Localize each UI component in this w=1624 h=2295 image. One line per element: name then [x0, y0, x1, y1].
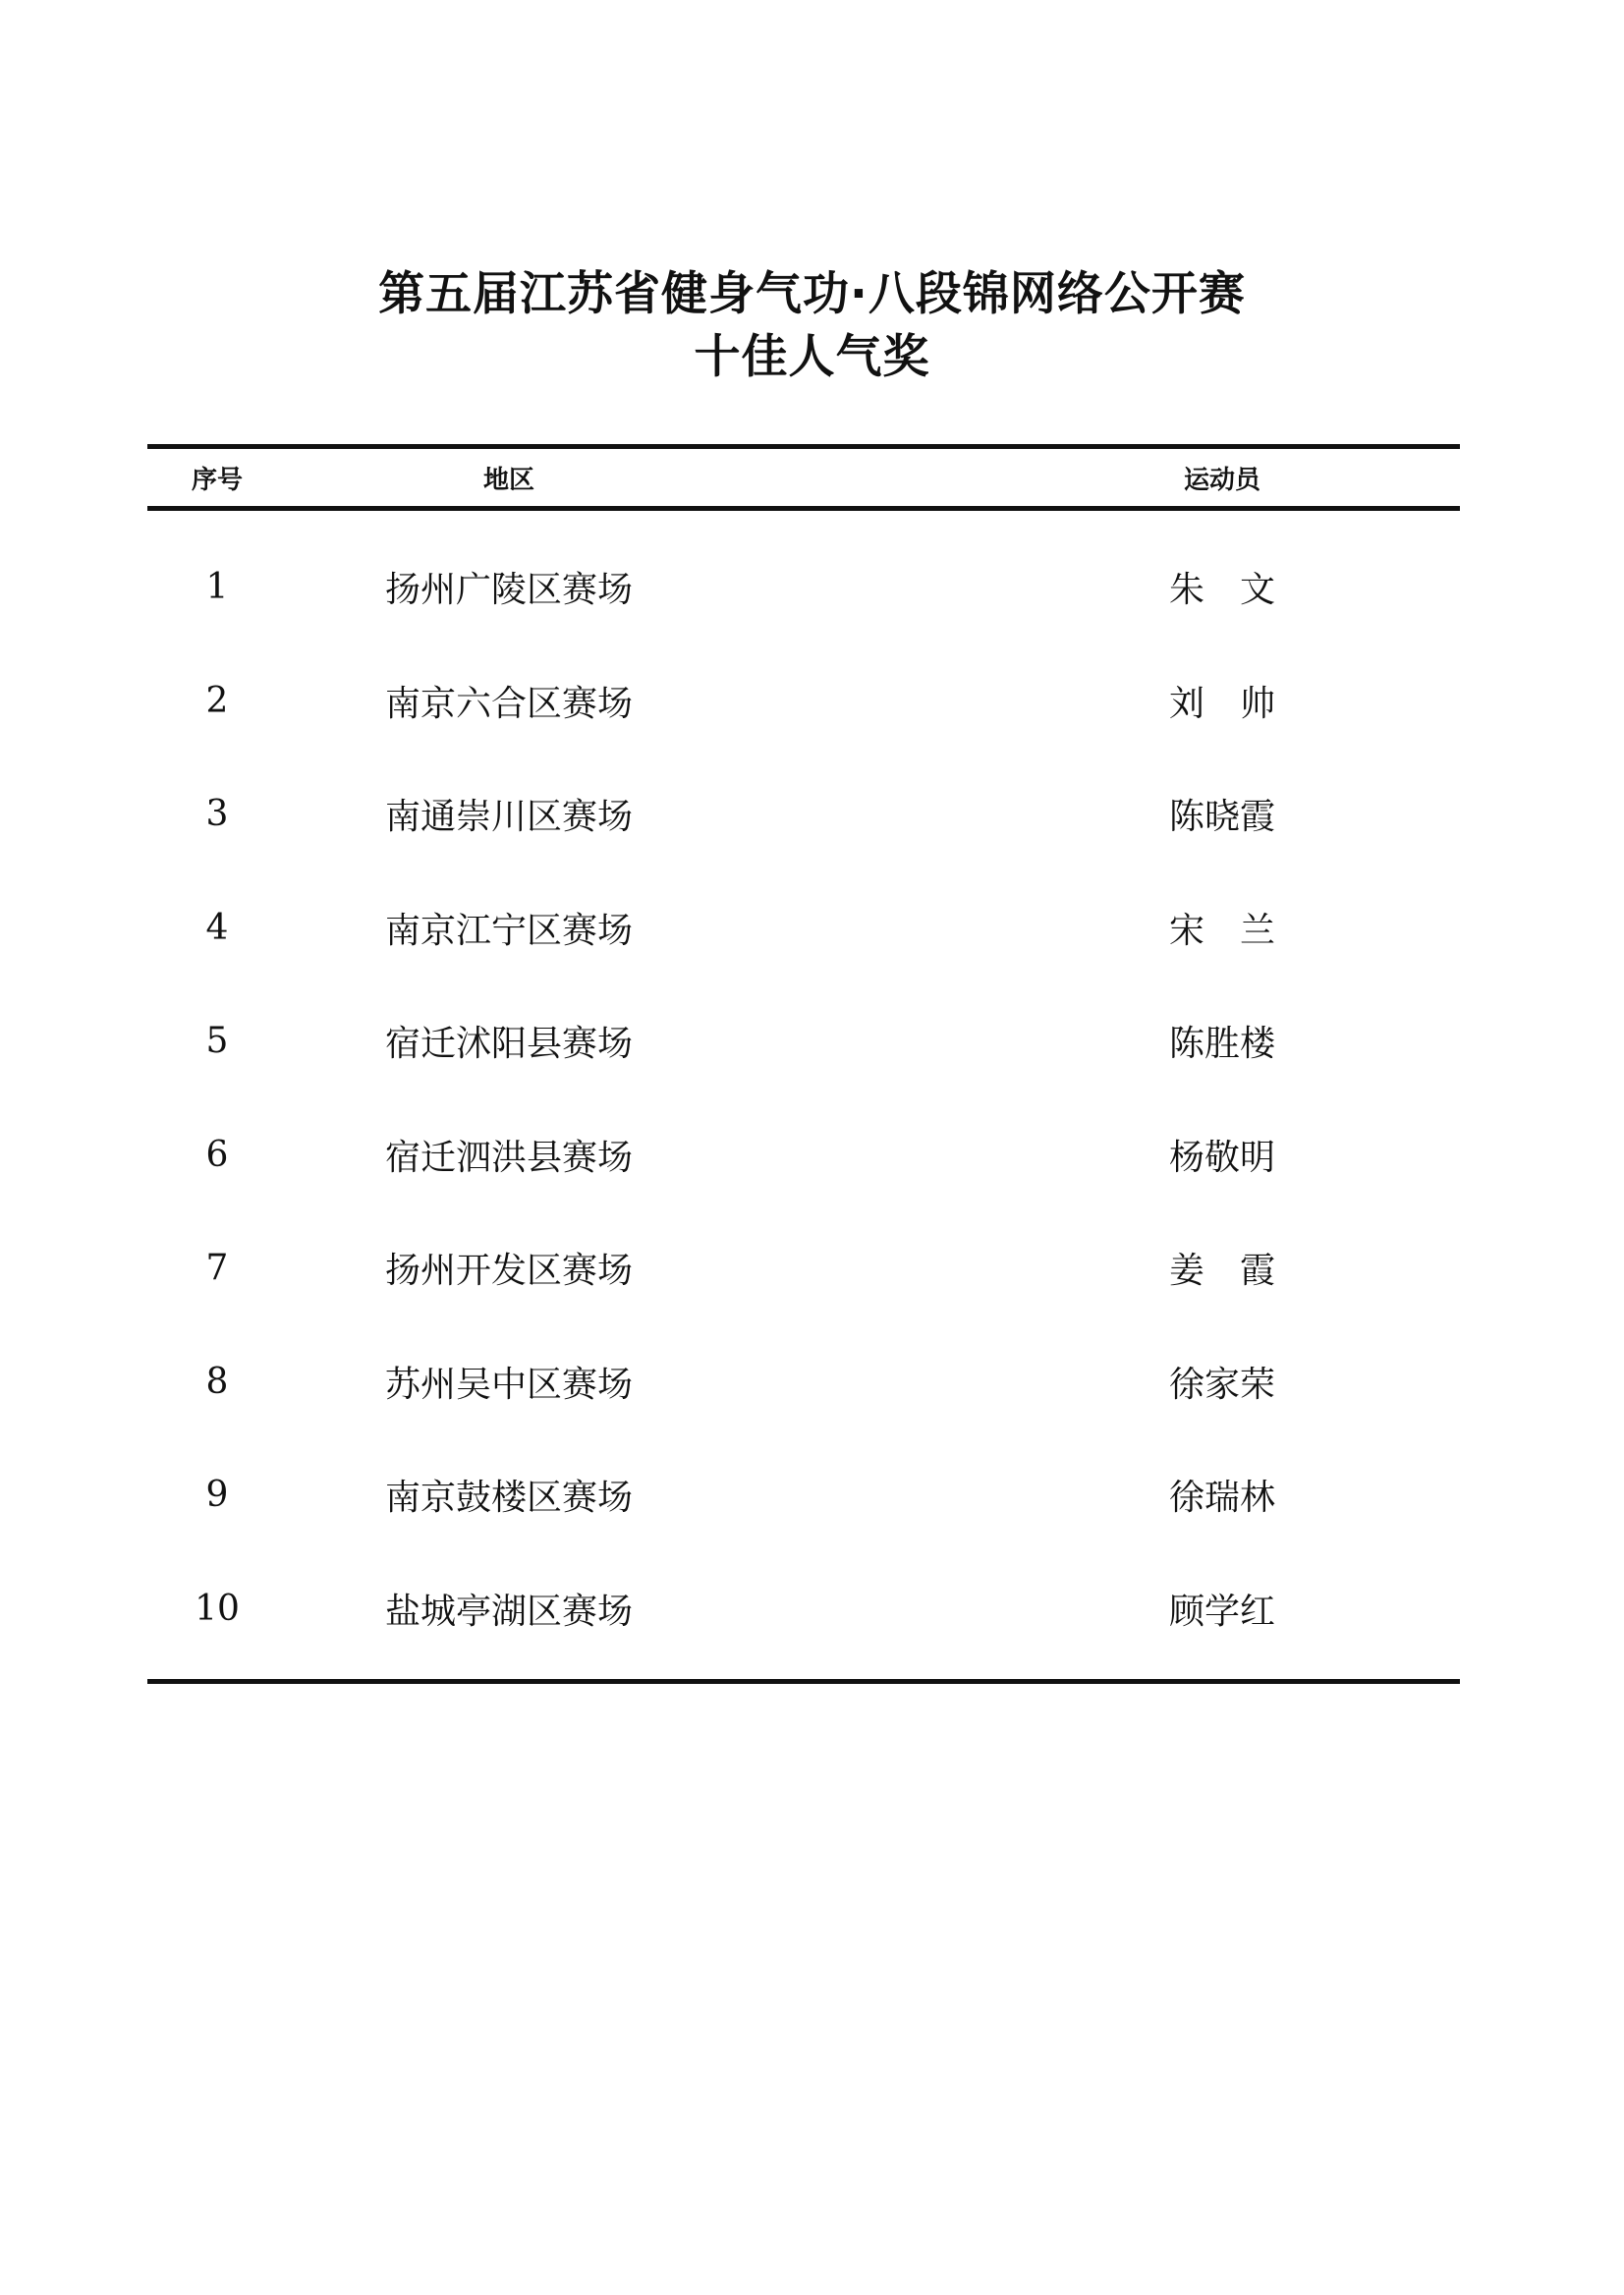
table-row [147, 1098, 1460, 1212]
row-region: 苏州吴中区赛场 [384, 1364, 633, 1405]
row-athlete: 徐家荣 [1168, 1364, 1275, 1405]
row-region: 南京江宁区赛场 [384, 910, 633, 951]
table-row [147, 1325, 1460, 1439]
row-region: 南通崇川区赛场 [384, 797, 633, 838]
row-athlete: 顾学红 [1168, 1591, 1275, 1632]
awards-table [147, 444, 1460, 1684]
table-row [147, 1211, 1460, 1325]
row-athlete: 朱 文 [1168, 570, 1275, 611]
table-row [147, 984, 1460, 1098]
header-athlete: 运动员 [1183, 465, 1260, 495]
row-region: 扬州广陵区赛场 [384, 570, 633, 611]
table-bottom-rule [147, 1679, 1460, 1684]
row-athlete: 刘 帅 [1168, 683, 1275, 724]
row-region: 宿迁泗洪县赛场 [384, 1137, 633, 1178]
row-athlete: 陈晓霞 [1168, 797, 1275, 838]
table-row [147, 1438, 1460, 1552]
row-no: 6 [205, 1134, 229, 1175]
row-no: 4 [205, 907, 229, 948]
row-athlete: 徐瑞林 [1168, 1478, 1275, 1519]
row-region: 宿迁沭阳县赛场 [384, 1024, 633, 1065]
row-athlete: 姜 霞 [1168, 1251, 1275, 1292]
row-region: 盐城亭湖区赛场 [384, 1591, 633, 1632]
table-row [147, 1552, 1460, 1666]
row-no: 5 [205, 1021, 229, 1062]
header-region: 地区 [482, 465, 534, 495]
table-row [147, 531, 1460, 644]
table-row [147, 644, 1460, 758]
row-region: 扬州开发区赛场 [384, 1251, 633, 1292]
document-title [0, 263, 1624, 389]
table-body [147, 511, 1460, 1679]
table-row [147, 871, 1460, 985]
row-region: 南京鼓楼区赛场 [384, 1478, 633, 1519]
header-no: 序号 [191, 465, 243, 495]
title-line-2: 十佳人气奖 [694, 330, 930, 384]
row-no: 2 [205, 680, 229, 721]
table-row [147, 757, 1460, 871]
row-no: 8 [205, 1361, 229, 1402]
row-athlete: 宋 兰 [1168, 910, 1275, 951]
row-no: 7 [205, 1248, 229, 1289]
title-line-1: 第五届江苏省健身气功·八段锦网络公开赛 [378, 267, 1246, 321]
row-no: 9 [205, 1475, 229, 1516]
row-region: 南京六合区赛场 [384, 683, 633, 724]
row-no: 3 [205, 794, 229, 835]
table-header-row [147, 449, 1460, 506]
row-athlete: 杨敬明 [1168, 1137, 1275, 1178]
row-athlete: 陈胜楼 [1168, 1024, 1275, 1065]
row-no: 10 [195, 1588, 240, 1629]
row-no: 1 [205, 567, 229, 608]
